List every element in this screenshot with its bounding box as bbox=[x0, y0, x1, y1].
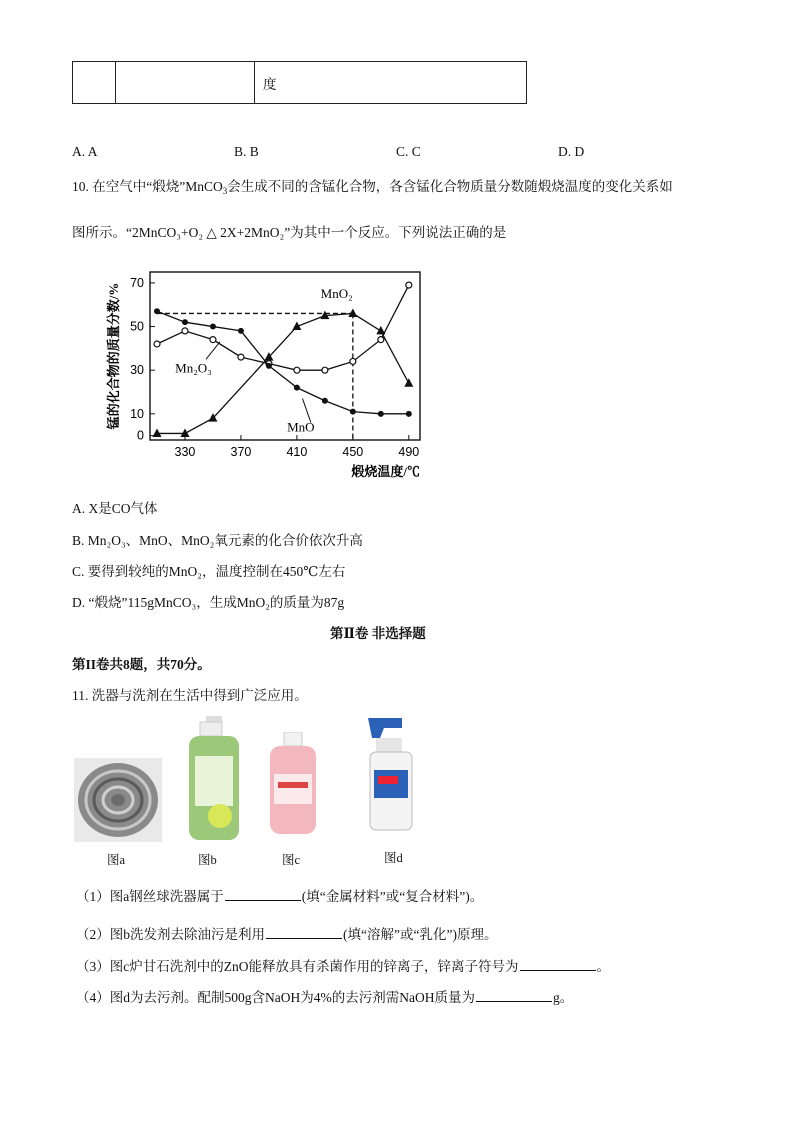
answer-blank[interactable] bbox=[266, 926, 342, 939]
series-label-mn2o3: Mn₂O₃ bbox=[175, 360, 212, 376]
data-point bbox=[154, 308, 160, 314]
data-point bbox=[266, 363, 272, 369]
table-cell bbox=[116, 62, 255, 104]
data-point bbox=[348, 308, 357, 317]
data-point bbox=[322, 367, 328, 373]
q11-stem: 11. 洗器与洗剂在生活中得到广泛应用。 bbox=[72, 688, 308, 703]
calamine-lotion-image bbox=[266, 732, 320, 836]
data-point bbox=[210, 337, 216, 343]
data-point bbox=[378, 411, 384, 417]
figure-caption-c: 图c bbox=[282, 853, 301, 867]
figure-caption-a: 图a bbox=[107, 853, 126, 867]
data-point bbox=[294, 385, 300, 391]
data-point bbox=[210, 324, 216, 330]
x-axis-label: 煅烧温度/℃ bbox=[351, 464, 420, 479]
data-point bbox=[152, 428, 161, 437]
q10-option-c: C. 要得到较纯的MnO₂，温度控制在450℃左右 bbox=[72, 564, 346, 579]
answer-blank[interactable] bbox=[476, 989, 552, 1002]
y-tick-label: 50 bbox=[130, 319, 144, 334]
q9-option-b: B. B bbox=[234, 144, 259, 159]
q10-stem-line1: 10. 在空气中“煅烧”MnCO$_3$会生成不同的含锰化合物，各含锰化合物质量分数随煅烧温度的变化关系如 bbox=[72, 179, 673, 196]
y-tick-label: 0 bbox=[137, 428, 144, 443]
q11-part-3: （3）图c炉甘石洗剂中的ZnO能释放具有杀菌作用的锌离子，锌离子符号为 。 bbox=[76, 959, 610, 974]
label-leader bbox=[206, 342, 220, 359]
data-point bbox=[378, 337, 384, 343]
steel-wool-image bbox=[74, 758, 162, 842]
series-line bbox=[157, 285, 409, 370]
q9-option-d: D. D bbox=[558, 144, 585, 159]
figure-caption-b: 图b bbox=[198, 853, 217, 867]
x-tick-label: 370 bbox=[230, 445, 252, 459]
x-tick-label: 450 bbox=[342, 445, 364, 459]
y-tick-label: 30 bbox=[130, 363, 144, 378]
q10-stem-line2: 图所示。“2MnCO₃+O₂ △ 2X+2MnO₂”为其中一个反应。下列说法正确的是 bbox=[72, 225, 507, 240]
figure-caption-d: 图d bbox=[384, 851, 403, 865]
table-cell bbox=[73, 62, 116, 104]
data-point bbox=[322, 398, 328, 404]
mn-compound-chart bbox=[98, 262, 428, 484]
series-label-mno: MnO bbox=[287, 419, 315, 435]
data-point bbox=[350, 409, 356, 415]
answer-blank[interactable] bbox=[520, 958, 596, 971]
data-point bbox=[406, 282, 412, 288]
q11-part-2: （2）图b洗发剂去除油污是利用 (填“溶解”或“乳化”)原理。 bbox=[76, 927, 498, 942]
data-point bbox=[294, 367, 300, 373]
answer-table-fragment bbox=[72, 61, 527, 104]
section-intro: 第II卷共8题，共70分。 bbox=[72, 657, 211, 672]
x-tick-label: 490 bbox=[398, 445, 420, 459]
data-point bbox=[180, 428, 189, 437]
data-point bbox=[404, 378, 413, 387]
data-point bbox=[238, 328, 244, 334]
y-tick-label: 70 bbox=[130, 275, 144, 290]
q10-option-d: D. “煅烧”115gMnCO₃，生成MnO₂的质量为87g bbox=[72, 595, 345, 610]
x-tick-label: 410 bbox=[286, 445, 308, 459]
spray-cleaner-image bbox=[362, 714, 420, 832]
series-label-mno2: MnO₂ bbox=[320, 286, 353, 302]
table-cell: 度 bbox=[255, 62, 527, 104]
q9-option-a: A. A bbox=[72, 144, 98, 159]
shampoo-bottle-image bbox=[186, 716, 242, 842]
data-point bbox=[406, 411, 412, 417]
data-point bbox=[350, 358, 356, 364]
q11-part-1: （1）图a钢丝球洗器属于 (填“金属材料”或“复合材料”)。 bbox=[76, 889, 484, 904]
y-axis-label: 锰的化合物的质量分数/% bbox=[106, 282, 121, 430]
q9-option-c: C. C bbox=[396, 144, 421, 159]
q10-option-b: B. Mn₂O₃、MnO、MnO₂氧元素的化合价依次升高 bbox=[72, 533, 363, 548]
section-title: 第Ⅱ卷 非选择题 bbox=[330, 626, 426, 641]
reaction-equation: 2MnCO₃+O₂ △ 2X+2MnO₂ bbox=[132, 225, 285, 240]
data-point bbox=[182, 328, 188, 334]
q10-option-a: A. X是CO气体 bbox=[72, 501, 158, 516]
y-tick-label: 10 bbox=[130, 406, 144, 421]
q11-part-4: （4）图d为去污剂。配制500g含NaOH为4%的去污剂需NaOH质量为 g。 bbox=[76, 990, 574, 1005]
data-point bbox=[182, 319, 188, 325]
data-point bbox=[238, 354, 244, 360]
x-tick-label: 330 bbox=[174, 445, 196, 459]
answer-blank[interactable] bbox=[225, 888, 301, 901]
data-point bbox=[154, 341, 160, 347]
